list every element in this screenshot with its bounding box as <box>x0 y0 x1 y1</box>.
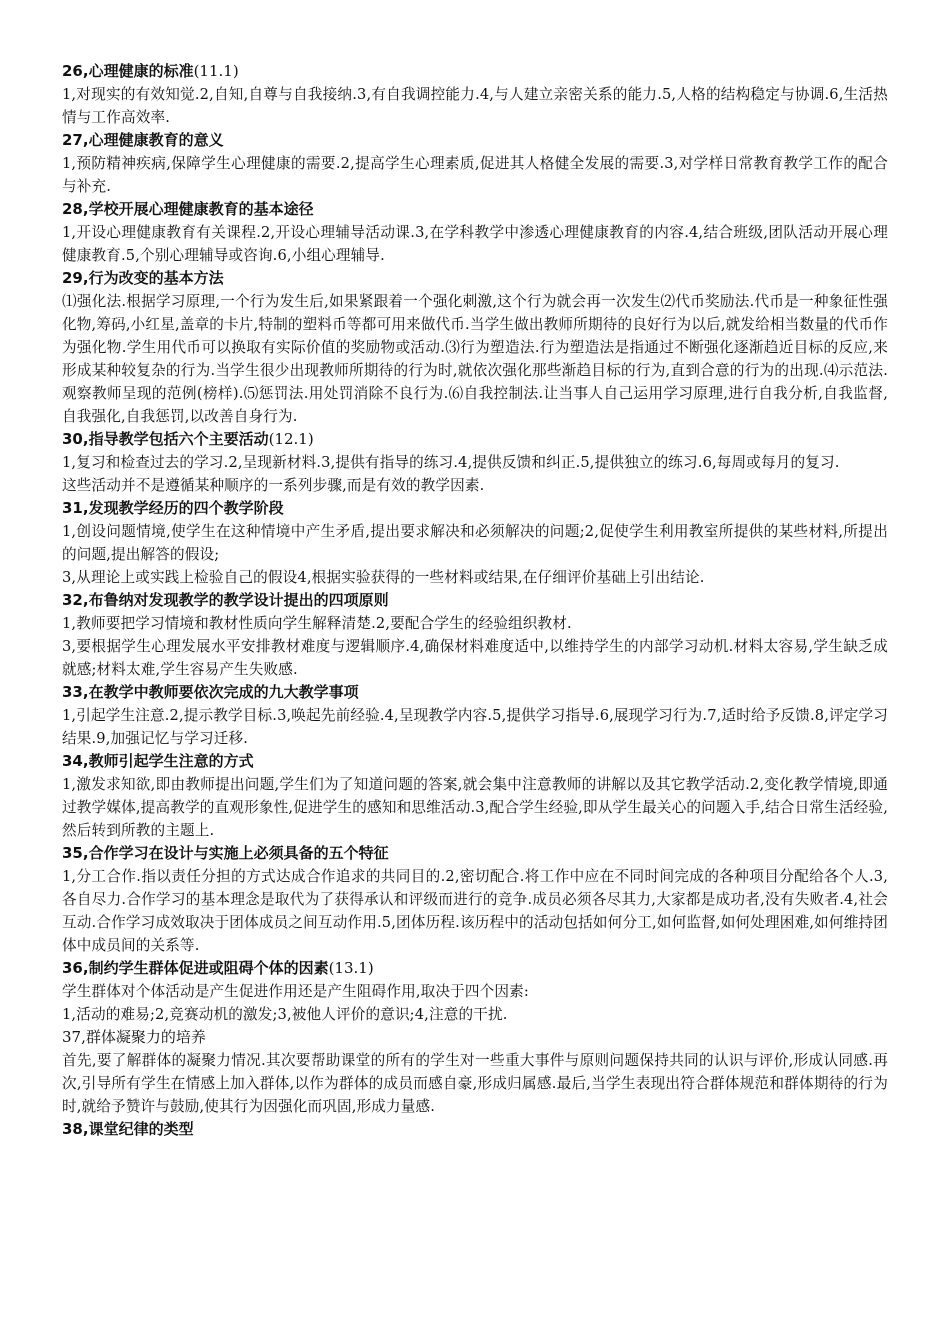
section-paragraph: 学生群体对个体活动是产生促进作用还是产生阻碍作用,取决于四个因素: <box>62 983 529 1000</box>
section-heading-text: 28,学校开展心理健康教育的基本途径 <box>62 200 314 218</box>
section <box>62 957 888 1026</box>
section-heading <box>62 681 888 704</box>
section-paragraph: 3,要根据学生心理发展水平安排教材难度与逻辑顺序.4,确保材料难度适中,以维持学生的内部学习动机.材料太容易,学生缺乏成就感;材料太难,学生容易产生失败感. <box>62 638 888 678</box>
section-paragraph: 1,创设问题情境,使学生在这种情境中产生矛盾,提出要求解决和必须解决的问题;2,促使学生利用教室所提供的某些材料,所提出的问题,提出解答的假设; <box>62 523 888 563</box>
section <box>62 681 888 750</box>
section-paragraph: 这些活动并不是遵循某种顺序的一系列步骤,而是有效的教学因素. <box>62 477 485 494</box>
section-paragraph: 1,开设心理健康教育有关课程.2,开设心理辅导活动课.3,在学科教学中渗透心理健康教育的内容.4,结合班级,团队活动开展心理健康教育.5,个别心理辅导或咨询.6,小组心理辅导. <box>62 224 888 264</box>
section-paragraph: ⑴强化法.根据学习原理,一个行为发生后,如果紧跟着一个强化刺激,这个行为就会再一次发生⑵代币奖励法.代币是一种象征性强化物,筹码,小红星,盖章的卡片,特制的塑料币等都可用来做代币.当学生做出教师所期待的良好行为以后,就发给相当数量的代币作为强化物.学生用代币可以换取有实际价值的奖励物或活动.⑶行为塑造法.行为塑造法是指通过不断强化逐渐趋近目标的反应,来形成某种较复杂的行为.当学生很少出现教师所期待的行为时,就依次强化那些渐趋目标的行为,直到合意的行为的出现.⑷示范法.观察教师呈现的范例(榜样).⑸惩罚法.用处罚消除不良行为.⑹自我控制法.让当事人自己运用学习原理,进行自我分析,自我监督,自我强化,自我惩罚,以改善自身行为. <box>62 293 888 425</box>
section-heading-text: 36,制约学生群体促进或阻碍个体的因素 <box>62 959 329 977</box>
section-paragraph: 1,激发求知欲,即由教师提出问题,学生们为了知道问题的答案,就会集中注意教师的讲解以及其它教学活动.2,变化教学情境,即通过教学媒体,提高教学的直观形象性,促进学生的感知和思维活动.3,配合学生经验,即从学生最关心的问题入手,结合日常生活经验,然后转到所教的主题上. <box>62 776 888 839</box>
section-paragraph: 1,预防精神疾病,保障学生心理健康的需要.2,提高学生心理素质,促进其人格健全发展的需要.3,对学样日常教育教学工作的配合与补充. <box>62 155 888 195</box>
section-heading <box>62 842 888 865</box>
section-heading <box>62 1118 888 1141</box>
section-heading-text: 33,在教学中教师要依次完成的九大教学事项 <box>62 683 359 701</box>
section <box>62 842 888 957</box>
section-heading-text: 30,指导教学包括六个主要活动 <box>62 430 269 448</box>
section-heading-reference: (13.1) <box>328 959 374 977</box>
section-paragraph: 1,复习和检查过去的学习.2,呈现新材料.3,提供有指导的练习.4,提供反馈和纠正.5,提供独立的练习.6,每周或每月的复习. <box>62 454 840 471</box>
section-heading-text: 27,心理健康教育的意义 <box>62 131 224 149</box>
section-heading <box>62 750 888 773</box>
section-heading <box>62 957 888 980</box>
section-paragraph: 1,对现实的有效知觉.2,自知,自尊与自我接纳.3,有自我调控能力.4,与人建立亲密关系的能力.5,人格的结构稳定与协调.6,生活热情与工作高效率. <box>62 86 888 126</box>
section <box>62 428 888 497</box>
section-heading-text: 37,群体凝聚力的培养 <box>62 1028 206 1046</box>
section-heading <box>62 428 888 451</box>
section-paragraph: 1,活动的难易;2,竞赛动机的激发;3,被他人评价的意识;4,注意的干扰. <box>62 1006 508 1023</box>
section-heading-reference: (11.1) <box>193 62 239 80</box>
section <box>62 198 888 267</box>
section <box>62 497 888 589</box>
section <box>62 589 888 681</box>
section-heading-text: 35,合作学习在设计与实施上必须具备的五个特征 <box>62 844 389 862</box>
section-heading <box>62 589 888 612</box>
section-paragraph: 首先,要了解群体的凝聚力情况.其次要帮助课堂的所有的学生对一些重大事件与原则问题保持共同的认识与评价,形成认同感.再次,引导所有学生在情感上加入群体,以作为群体的成员而感自豪,形成归属感.最后,当学生表现出符合群体规范和群体期待的行为时,就给予赞许与鼓励,使其行为因强化而巩固,形成力量感. <box>62 1052 888 1115</box>
section-heading-text: 38,课堂纪律的类型 <box>62 1120 194 1138</box>
section-heading-text: 26,心理健康的标准 <box>62 62 194 80</box>
section <box>62 267 888 428</box>
section-heading-reference: (12.1) <box>268 430 314 448</box>
section-paragraph: 3,从理论上或实践上检验自己的假设4,根据实验获得的一些材料或结果,在仔细评价基础上引出结论. <box>62 569 705 586</box>
section-heading-text: 31,发现教学经历的四个教学阶段 <box>62 499 284 517</box>
section <box>62 1026 888 1118</box>
section-heading <box>62 497 888 520</box>
section-heading <box>62 60 888 83</box>
section <box>62 129 888 198</box>
section-paragraph: 1,教师要把学习情境和教材性质向学生解释清楚.2,要配合学生的经验组织教材. <box>62 615 572 632</box>
section-heading-text: 29,行为改变的基本方法 <box>62 269 224 287</box>
section-heading <box>62 1026 888 1049</box>
section <box>62 60 888 129</box>
section-heading <box>62 198 888 221</box>
section-heading <box>62 267 888 290</box>
section-paragraph: 1,引起学生注意.2,提示教学目标.3,唤起先前经验.4,呈现教学内容.5,提供学习指导.6,展现学习行为.7,适时给予反馈.8,评定学习结果.9,加强记忆与学习迁移. <box>62 707 888 747</box>
section <box>62 750 888 842</box>
section-heading <box>62 129 888 152</box>
section-paragraph: 1,分工合作.指以责任分担的方式达成合作追求的共同目的.2,密切配合.将工作中应在不同时间完成的各种项目分配给各个人.3,各自尽力.合作学习的基本理念是取代为了获得承认和评级而进行的竞争.成员必须各尽其力,大家都是成功者,没有失败者.4,社会互动.合作学习成效取决于团体成员之间互动作用.5,团体历程.该历程中的活动包括如何分工,如何监督,如何处理困难,如何维持团体中成员间的关系等. <box>62 868 888 954</box>
section <box>62 1118 888 1141</box>
section-heading-text: 34,教师引起学生注意的方式 <box>62 752 254 770</box>
section-heading-text: 32,布鲁纳对发现教学的教学设计提出的四项原则 <box>62 591 389 609</box>
